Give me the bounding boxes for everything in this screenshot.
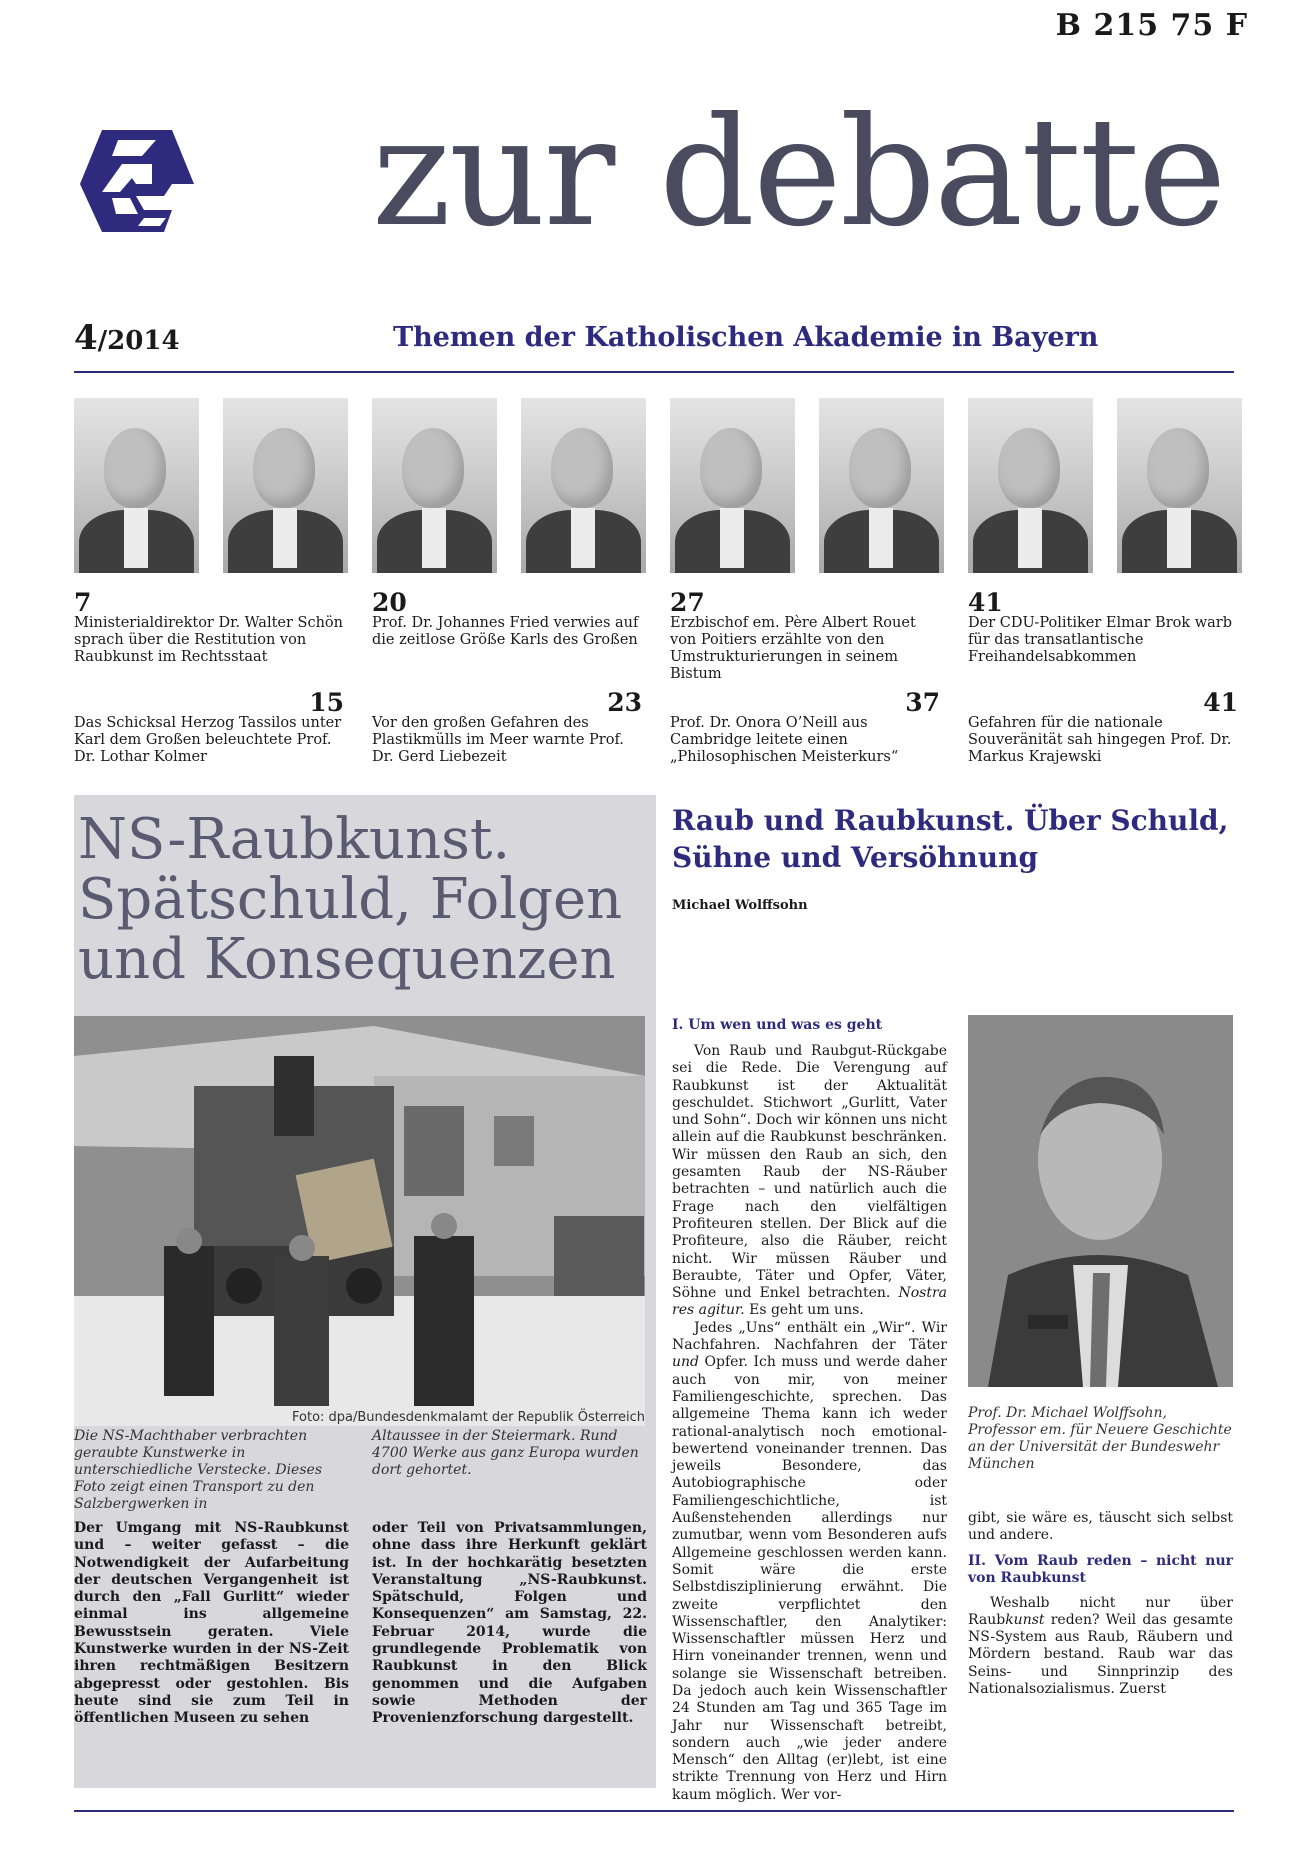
- article-italic: und: [672, 1354, 699, 1371]
- feature-title: NS-Raubkunst. Spätschuld, Folgen und Konsequenzen: [78, 807, 623, 992]
- header-rule: [74, 371, 1234, 373]
- author-portrait: [968, 1015, 1233, 1387]
- portrait-photo: [968, 398, 1093, 573]
- section-heading: II. Vom Raub reden – nicht nur von Raubkunst: [968, 1552, 1233, 1586]
- teaser[interactable]: [670, 690, 940, 766]
- teaser[interactable]: [372, 590, 642, 649]
- teaser-page: 37: [905, 688, 940, 717]
- article-text: reden? Weil das gesamte NS-System aus Raub, Räubern und Mördern bestand. Raub war das Seins- und Sinnprinzip des Nationalsozialismus. Zuerst: [968, 1611, 1234, 1698]
- portrait-photo: [521, 398, 646, 573]
- portrait-photo: [74, 398, 199, 573]
- teaser-page: 7: [74, 588, 92, 617]
- issue-year: /2014: [97, 326, 180, 356]
- teaser-text: Prof. Dr. Johannes Fried verwies auf die zeitlose Größe Karls des Großen: [372, 615, 639, 648]
- photo-credit: Foto: dpa/Bundesdenkmalamt der Republik Österreich: [292, 1410, 645, 1425]
- feature-caption-left: Die NS-Machthaber verbrachten geraubte Kunstwerke in unterschiedliche Verstecke. Dieses Foto zeigt einen Transport zu den Salzbergwerken in: [74, 1428, 323, 1512]
- footer-rule: [74, 1810, 1234, 1812]
- issue-number: [74, 318, 180, 358]
- teaser-text: Erzbischof em. Père Albert Rouet von Poitiers erzählte von den Umstrukturierungen in seinem Bistum: [670, 615, 916, 682]
- portrait-photo: [819, 398, 944, 573]
- section-heading: I. Um wen und was es geht: [672, 1017, 883, 1033]
- teaser[interactable]: [968, 590, 1238, 666]
- masthead-title: zur debatte: [372, 86, 1225, 260]
- teaser[interactable]: [670, 590, 940, 683]
- teaser-page: 41: [1203, 688, 1238, 717]
- portrait-caption: Prof. Dr. Michael Wolffsohn, Professor em. für Neuere Geschichte an der Universität der Bundeswehr München: [968, 1405, 1232, 1472]
- teaser-text: Das Schicksal Herzog Tassilos unter Karl dem Großen beleuchtete Prof. Dr. Lothar Kolmer: [74, 715, 342, 765]
- article-paragraph: [672, 1320, 947, 1804]
- teaser-page: 27: [670, 588, 705, 617]
- portrait-photo: [372, 398, 497, 573]
- author-portrait-illustration: [968, 1015, 1233, 1387]
- feature-intro-left: Der Umgang mit NS-Raubkunst und – weiter gefasst – die Notwendigkeit der Aufarbeitung der deutschen Vergangenheit ist durch den „Fall Gurlitt“ wieder einmal ins allgemeine Bewusstsein geraten. Viele Kunstwerke wurden in der NS-Zeit ihren rechtmäßigen Besitzern abgepresst oder gestohlen. Bis heute sind sie zum Teil in öffentlichen Museen zu sehen: [74, 1520, 349, 1727]
- article-text: Opfer. Ich muss und werde daher auch von mir, von meiner Familiengeschichte, sprechen. Das allgemeine Thema kann ich weder rational-analytisch noch emotional-bewertend voneinander trennen. Das jeweils Besondere, das Autobiographische oder Familiengeschichtliche, ist Außenstehenden allerdings nur zumutbar, wenn vom Besonderen aufs Allgemeine geschlossen werden kann. Somit wäre die erste Selbstdisziplinierung erwähnt. Die zweite verpflichtet den Wissenschaftler, den Analytiker: Wissenschaftler müssen Herz und Hirn voneinander trennen, wenn und solange sie Wissenschaft betreiben. Da jedoch auch kein Wissenschaftler 24 Stunden am Tag und 365 Tage im Jahr nur Wissenschaft betreibt, sondern auch „wie jeder andere Mensch“ den Alltag (er)lebt, ist eine strikte Trennung von Herz und Hirn kaum möglich. Wer vor-: [672, 1354, 947, 1803]
- article-text: Jedes „Uns“ enthält ein „Wir“. Wir Nachfahren. Nachfahren der Täter: [672, 1319, 947, 1354]
- article-author: Michael Wolffsohn: [672, 898, 808, 913]
- teaser-page: 15: [309, 688, 344, 717]
- teaser-text: Ministerialdirektor Dr. Walter Schön sprach über die Restitution von Raubkunst im Rechtsstaat: [74, 615, 343, 665]
- teaser[interactable]: [968, 690, 1238, 766]
- article-text: Es geht um uns.: [749, 1302, 864, 1319]
- feature-intro-right: oder Teil von Privatsammlungen, ohne dass ihre Herkunft geklärt ist. In der hochkarätig besetzten Veranstaltung „NS-Raubkunst. Spätschuld, Folgen und Konsequenzen“ am Samstag, 22. Februar 2014, wurde die grundlegende Problematik von Raubkunst in den Blick genommen und die Aufgaben sowie Methoden der Provenienzforschung dargestellt.: [372, 1520, 647, 1727]
- teaser-text: Der CDU-Politiker Elmar Brok warb für das transatlantische Freihandelsabkommen: [968, 615, 1233, 665]
- teaser[interactable]: [74, 690, 344, 766]
- article-column-2: [968, 1510, 1233, 1698]
- portrait-photo: [223, 398, 348, 573]
- article-paragraph: [672, 1043, 947, 1320]
- teaser-page: 20: [372, 588, 407, 617]
- teaser-text: Gefahren für die nationale Souveränität sah hingegen Prof. Dr. Markus Krajewski: [968, 715, 1232, 765]
- transport-scene-illustration: [74, 1016, 645, 1426]
- teaser-text: Prof. Dr. Onora O’Neill aus Cambridge leitete einen „Philosophischen Meisterkurs“: [670, 715, 899, 765]
- article-text: Von Raub und Raubgut-Rückgabe sei die Rede. Die Verengung auf Raubkunst ist der Aktualität geschuldet. Stichwort „Gurlitt, Vater und Sohn“. Doch wir können uns nicht allein auf die Raubkunst beschränken. Wir müssen den Raub an sich, den gesamten Raub der NS-Räuber betrachten – und natürlich auch die Frage nach den vielfältigen Profiteuren stellen. Der Blick auf die Profiteure, also die Räuber, reicht nicht. Wir müssen Räuber und Beraubte, Täter und Opfer, Väter, Söhne und Enkel betrachten.: [672, 1043, 947, 1302]
- postal-code: B 215 75 F: [1055, 8, 1248, 43]
- article-title: Raub und Raubkunst. Über Schuld, Sühne und Versöhnung: [672, 804, 1229, 874]
- portrait-photo: [1117, 398, 1242, 573]
- article-italic: kunst: [1005, 1611, 1045, 1628]
- article-paragraph: gibt, sie wäre es, täuscht sich selbst und andere.: [968, 1510, 1233, 1544]
- academy-logo: [72, 122, 202, 240]
- masthead-subtitle: Themen der Katholischen Akademie in Bayern: [393, 322, 1099, 353]
- feature-photo: [74, 1016, 645, 1426]
- feature-caption-right: Altaussee in der Steiermark. Rund 4700 Werke aus ganz Europa wurden dort gehortet.: [372, 1428, 639, 1478]
- article-column-1: [672, 1043, 947, 1804]
- teaser-page: 23: [607, 688, 642, 717]
- teaser-text: Vor den großen Gefahren des Plastikmülls im Meer warnte Prof. Dr. Gerd Liebezeit: [372, 715, 624, 765]
- teaser[interactable]: [372, 690, 642, 766]
- issue-number-digit: 4: [74, 318, 98, 358]
- article-italic: Nostra res agitur.: [672, 1285, 947, 1319]
- teaser-page: 41: [968, 588, 1003, 617]
- article-text: Weshalb nicht nur über Raub: [968, 1594, 1233, 1628]
- article-paragraph: [968, 1595, 1233, 1699]
- teaser[interactable]: [74, 590, 344, 666]
- portrait-photo: [670, 398, 795, 573]
